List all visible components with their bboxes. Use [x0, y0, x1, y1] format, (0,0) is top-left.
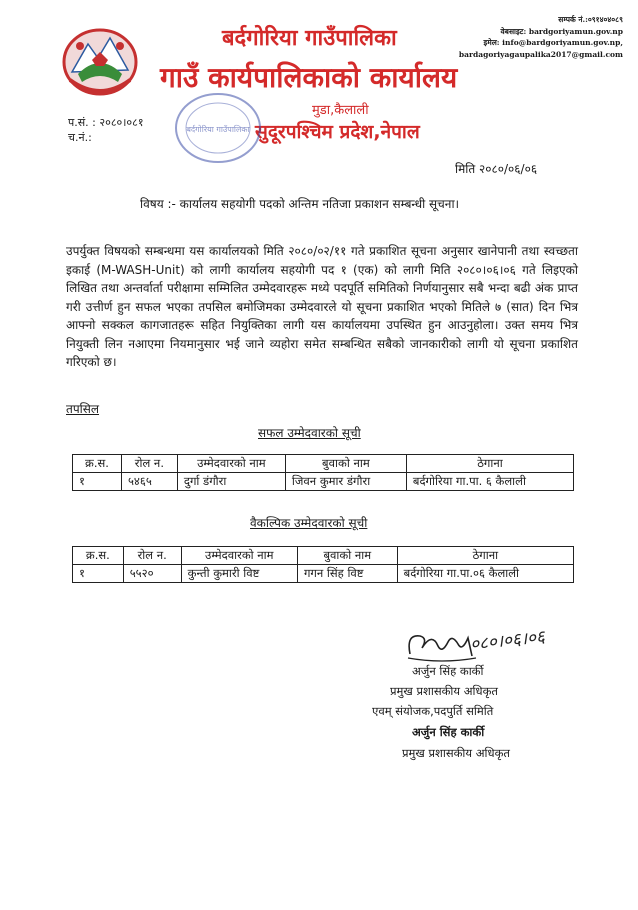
nepal-emblem-icon: [58, 22, 142, 98]
cell-serial: १: [73, 473, 122, 491]
col-roll: रोल न.: [123, 547, 181, 565]
col-father-name: बुवाको नाम: [297, 547, 397, 565]
letterhead-title: बर्दगोरिया गाउँपालिका: [222, 26, 397, 51]
cell-father-name: जिवन कुमार डंगौरा: [285, 473, 406, 491]
cell-candidate-name: दुर्गा डंगौरा: [177, 473, 285, 491]
ref-number: प.सं. : २०८०।०८१: [68, 116, 144, 129]
cell-address: बर्दगोरिया गा.पा. ६ कैलाली: [406, 473, 573, 491]
cell-roll: ५५२०: [123, 565, 181, 583]
col-serial: क्र.स.: [73, 455, 122, 473]
stamp-text: बर्दगोरिया गाउँपालिका: [186, 125, 250, 134]
office-stamp-icon: [170, 88, 266, 168]
letterhead-location: मुडा,कैलाली: [312, 103, 369, 118]
name-stamp: अर्जुन सिंह कार्की: [412, 725, 485, 739]
contact-website: वेबसाइट: bardgoriyamun.gov.np: [500, 26, 623, 36]
table-header-row: [73, 455, 574, 473]
col-address: ठेगाना: [397, 547, 573, 565]
document-date: मिति २०८०/०६/०६: [455, 162, 538, 176]
contact-email: इमेल: info@bardgoriyamun.gov.np, bardagoriyagaupalika2017@gmail.com: [458, 38, 623, 59]
table-row: [73, 473, 574, 491]
col-candidate-name: उम्मेदवारको नाम: [177, 455, 285, 473]
contact-phone: सम्पर्क नं.:०९१४०४०८९: [558, 15, 623, 24]
col-serial: क्र.स.: [73, 547, 124, 565]
title-stamp: प्रमुख प्रशासकीय अधिकृत: [402, 746, 510, 760]
col-roll: रोल न.: [121, 455, 177, 473]
alternate-list-caption: वैकल्पिक उम्मेदवारको सूची: [250, 516, 368, 530]
notice-body: उपर्युक्त विषयको सम्बन्धमा यस कार्यालयको मिति २०८०/०२/११ गते प्रकाशित सूचना अनुसार खानेपानी तथा स्वच्छता इकाई (M-WASH-Unit) को लागी कार्यालय सहयोगी पद १ (एक) को लागी मिति २०८०।०६।०६ गते लिइएको लिखित तथा अन्तर्वार्ता परीक्षामा सम्मिलित उम्मेदवारहरू मध्ये पदपूर्ति समितिको निर्णयानुसार सबै भन्दा बढी अंक प्राप्त गरी उत्तीर्ण हुन सफल भएका तपसिल बमोजिमका उम्मेदवारले यो सूचना प्रकाशित भएको मितिले ७ (सात) दिन भित्र आफ्नो सक्कल कागजातहरू सहित नियुक्तिका लागी यस कार्यालयमा उपस्थित हुन आउनुहोला। उक्त समय भित्र नियुक्ती लिन नआएमा नियमानुसार भई जाने व्यहोरा समेत सम्बन्धित सबैको जानकारीको लागी यो सूचना प्रकाशित गरिएको छ।: [66, 244, 578, 369]
letterhead-province: सुदूरपश्चिम प्रदेश,नेपाल: [255, 121, 420, 143]
col-candidate-name: उम्मेदवारको नाम: [181, 547, 297, 565]
contact-block: [455, 14, 623, 60]
cell-roll: ५४६५: [121, 473, 177, 491]
col-address: ठेगाना: [406, 455, 573, 473]
signer-title: प्रमुख प्रशासकीय अधिकृत: [390, 684, 498, 698]
successful-candidates-table: [72, 454, 574, 491]
successful-list-caption: सफल उम्मेदवारको सूची: [258, 426, 361, 440]
cell-serial: १: [73, 565, 124, 583]
signer-name: अर्जुन सिंह कार्की: [412, 664, 484, 678]
signer-role: एवम् संयोजक,पदपुर्ति समिति: [372, 704, 494, 718]
letterhead-office: गाउँ कार्यपालिकाको कार्यालय: [160, 61, 458, 94]
table-row: [73, 565, 574, 583]
alternate-candidates-table: [72, 546, 574, 583]
details-heading: तपसिल: [66, 402, 100, 416]
table-header-row: [73, 547, 574, 565]
cell-candidate-name: कुन्ती कुमारी विष्ट: [181, 565, 297, 583]
cell-address: बर्दगोरिया गा.पा.०६ कैलाली: [397, 565, 573, 583]
cell-father-name: गगन सिंह विष्ट: [297, 565, 397, 583]
col-father-name: बुवाको नाम: [285, 455, 406, 473]
signature-date: ०८०।०६।०६: [469, 627, 546, 655]
dispatch-number: च.नं.:: [68, 131, 92, 144]
subject-line: विषय :- कार्यालय सहयोगी पदको अन्तिम नतिजा प्रकाशन सम्बन्धी सूचना।: [140, 197, 460, 211]
